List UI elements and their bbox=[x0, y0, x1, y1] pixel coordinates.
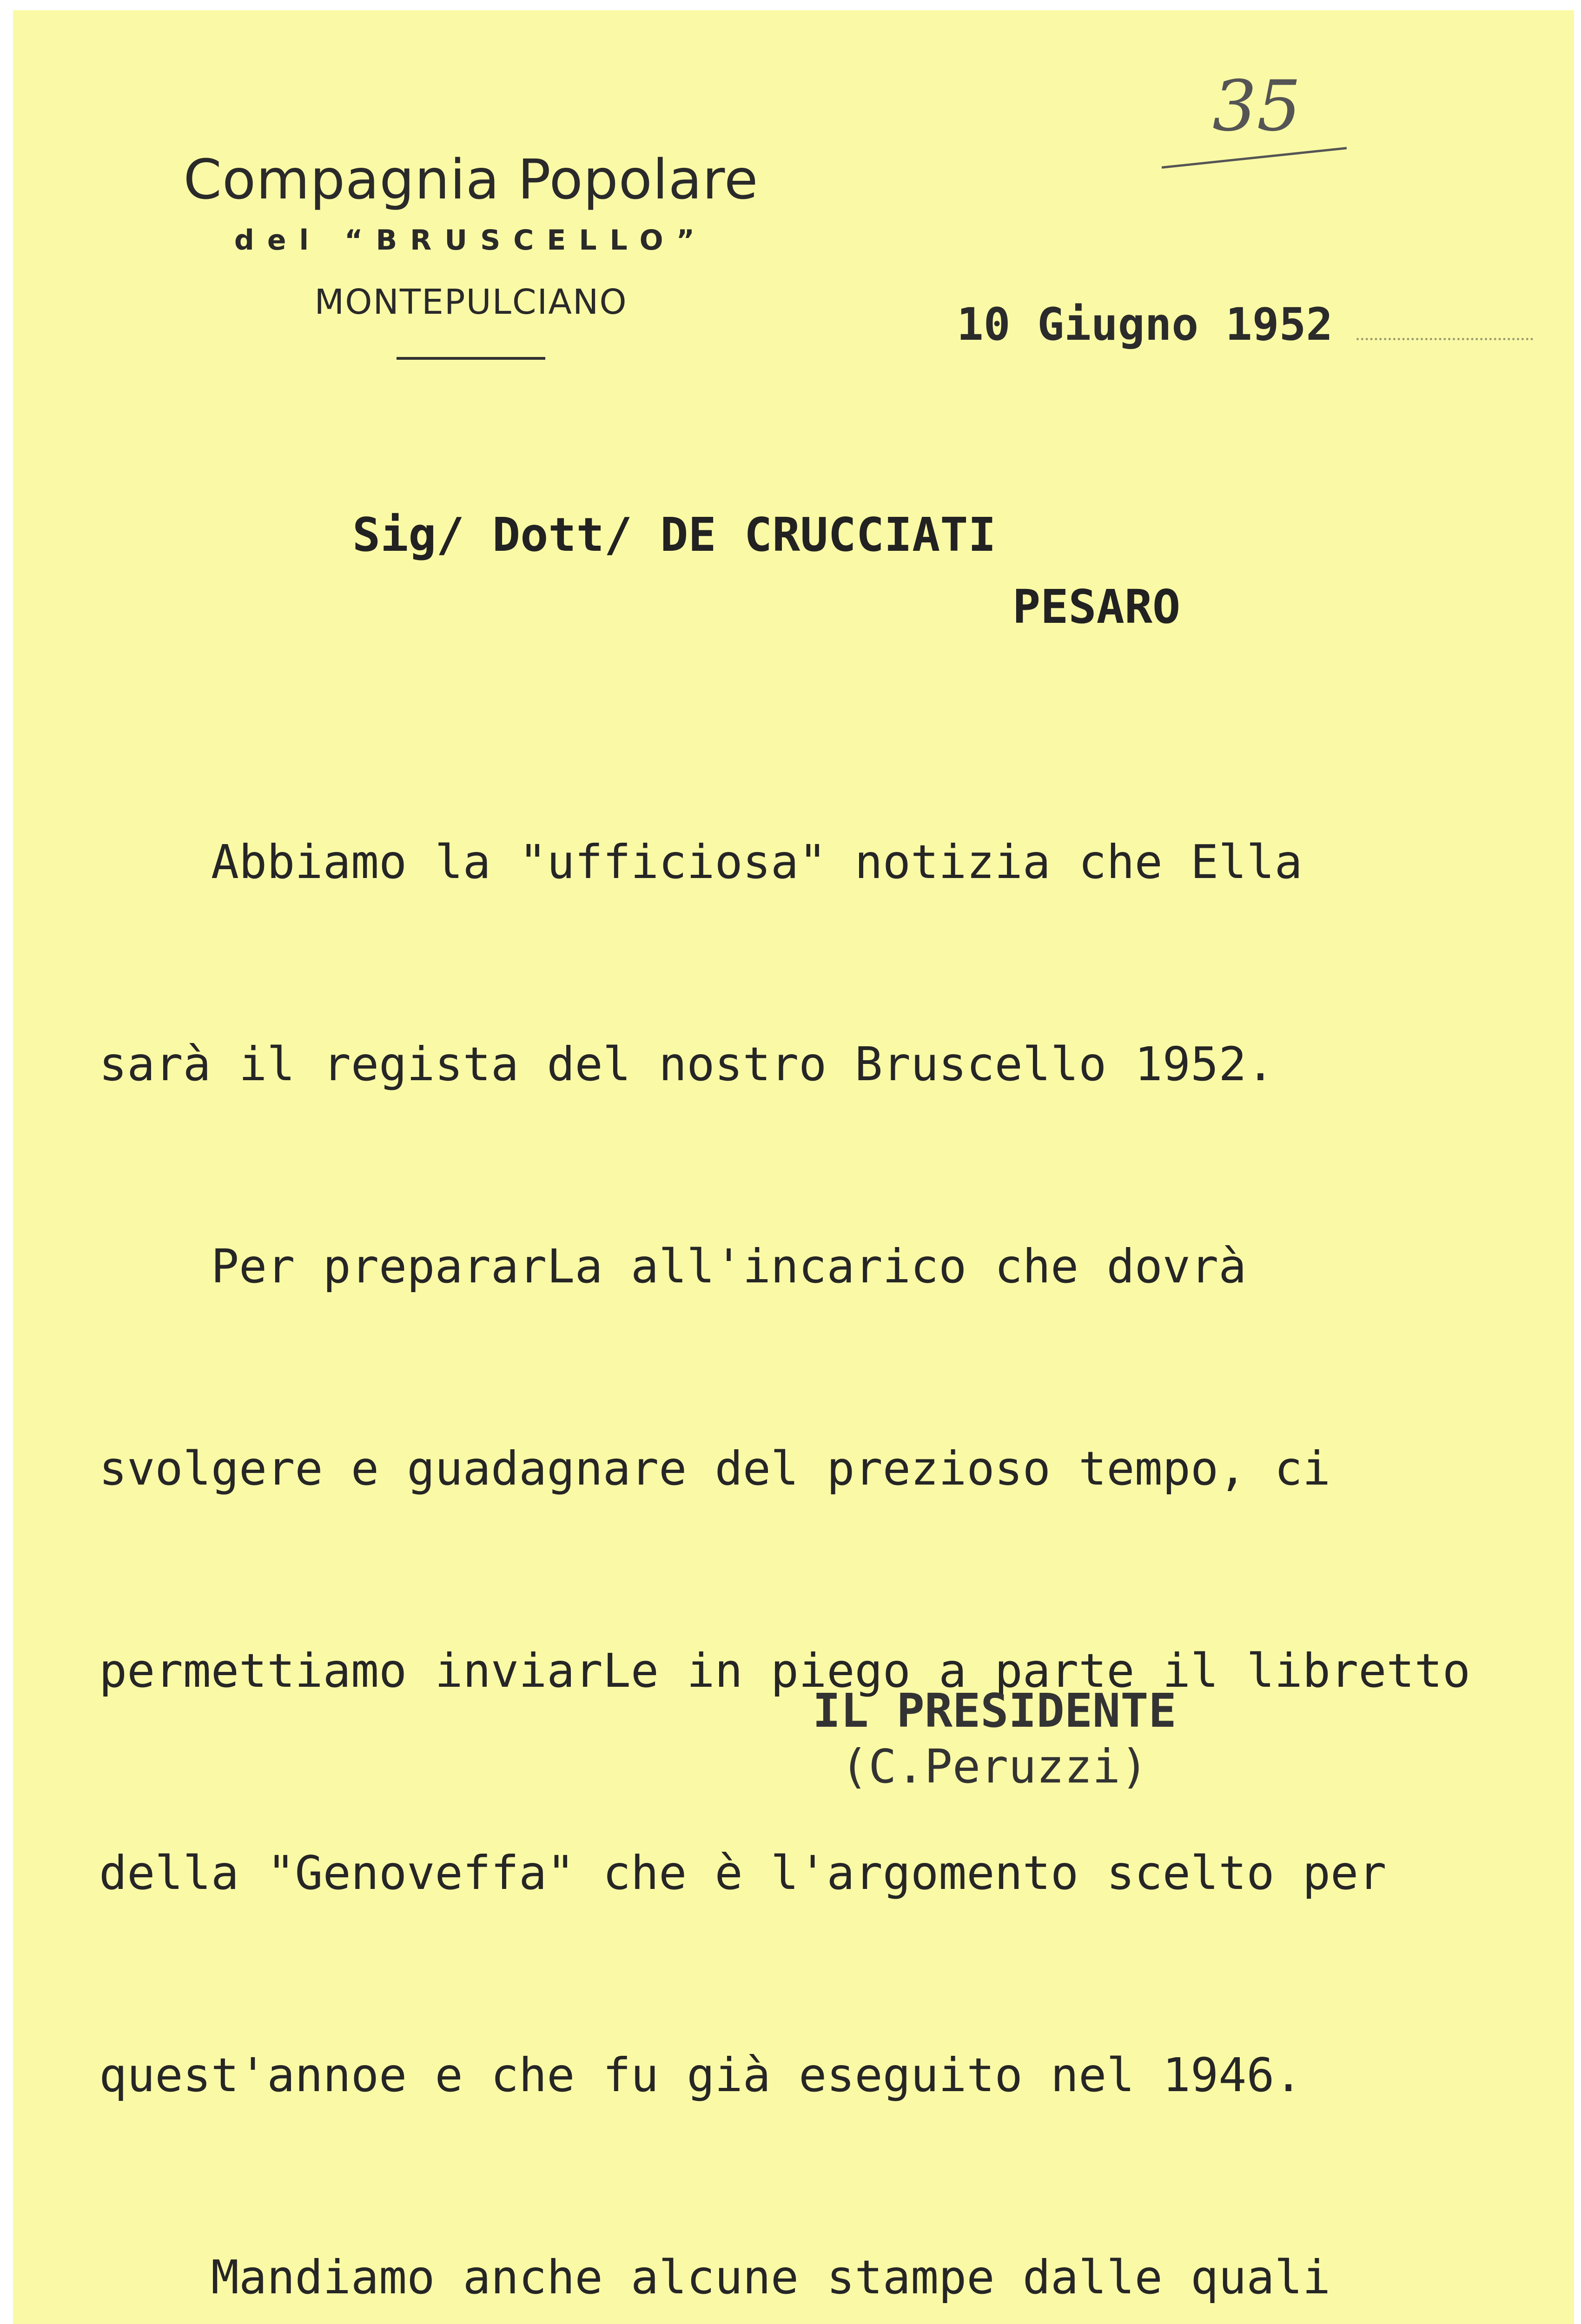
page-number-underline bbox=[1162, 147, 1347, 169]
body-line: sarà il regista del nostro Bruscello 1952. bbox=[99, 1037, 1275, 1091]
recipient-city: PESARO bbox=[1012, 580, 1181, 634]
letter-sheet bbox=[13, 10, 1574, 2324]
body-line: permettiamo inviarLe in piego a parte il libretto bbox=[99, 1644, 1471, 1698]
body-line: Per prepararLa all'incarico che dovrà bbox=[99, 1239, 1247, 1294]
body-line: svolgere e guadagnare del prezioso tempo, ci bbox=[99, 1441, 1331, 1496]
letterhead-city: MONTEPULCIANO bbox=[314, 282, 628, 322]
handwritten-page-number: 35 bbox=[1212, 66, 1301, 147]
letterhead-subtitle: del “BRUSCELLO” bbox=[234, 224, 708, 257]
body-line: della "Genoveffa" che è l'argomento scelto per bbox=[99, 1846, 1387, 1900]
signature-title: IL PRESIDENTE bbox=[813, 1684, 1177, 1738]
recipient-name: Sig/ Dott/ DE CRUCCIATI bbox=[352, 508, 996, 562]
letterhead-company: Compagnia Popolare bbox=[183, 147, 759, 211]
letterhead-rule bbox=[397, 357, 545, 360]
letter-body bbox=[99, 693, 1470, 2324]
body-line: quest'annoe e che fu già eseguito nel 1946. bbox=[99, 2048, 1303, 2102]
letterhead bbox=[134, 147, 808, 360]
date-dotted-rule bbox=[1356, 338, 1533, 340]
body-line: Mandiamo anche alcune stampe dalle quali bbox=[99, 2250, 1331, 2304]
signature-name: (C.Peruzzi) bbox=[840, 1739, 1149, 1794]
body-line: Abbiamo la "ufficiosa" notizia che Ella bbox=[99, 835, 1303, 889]
letter-date: 10 Giugno 1952 bbox=[957, 298, 1333, 350]
